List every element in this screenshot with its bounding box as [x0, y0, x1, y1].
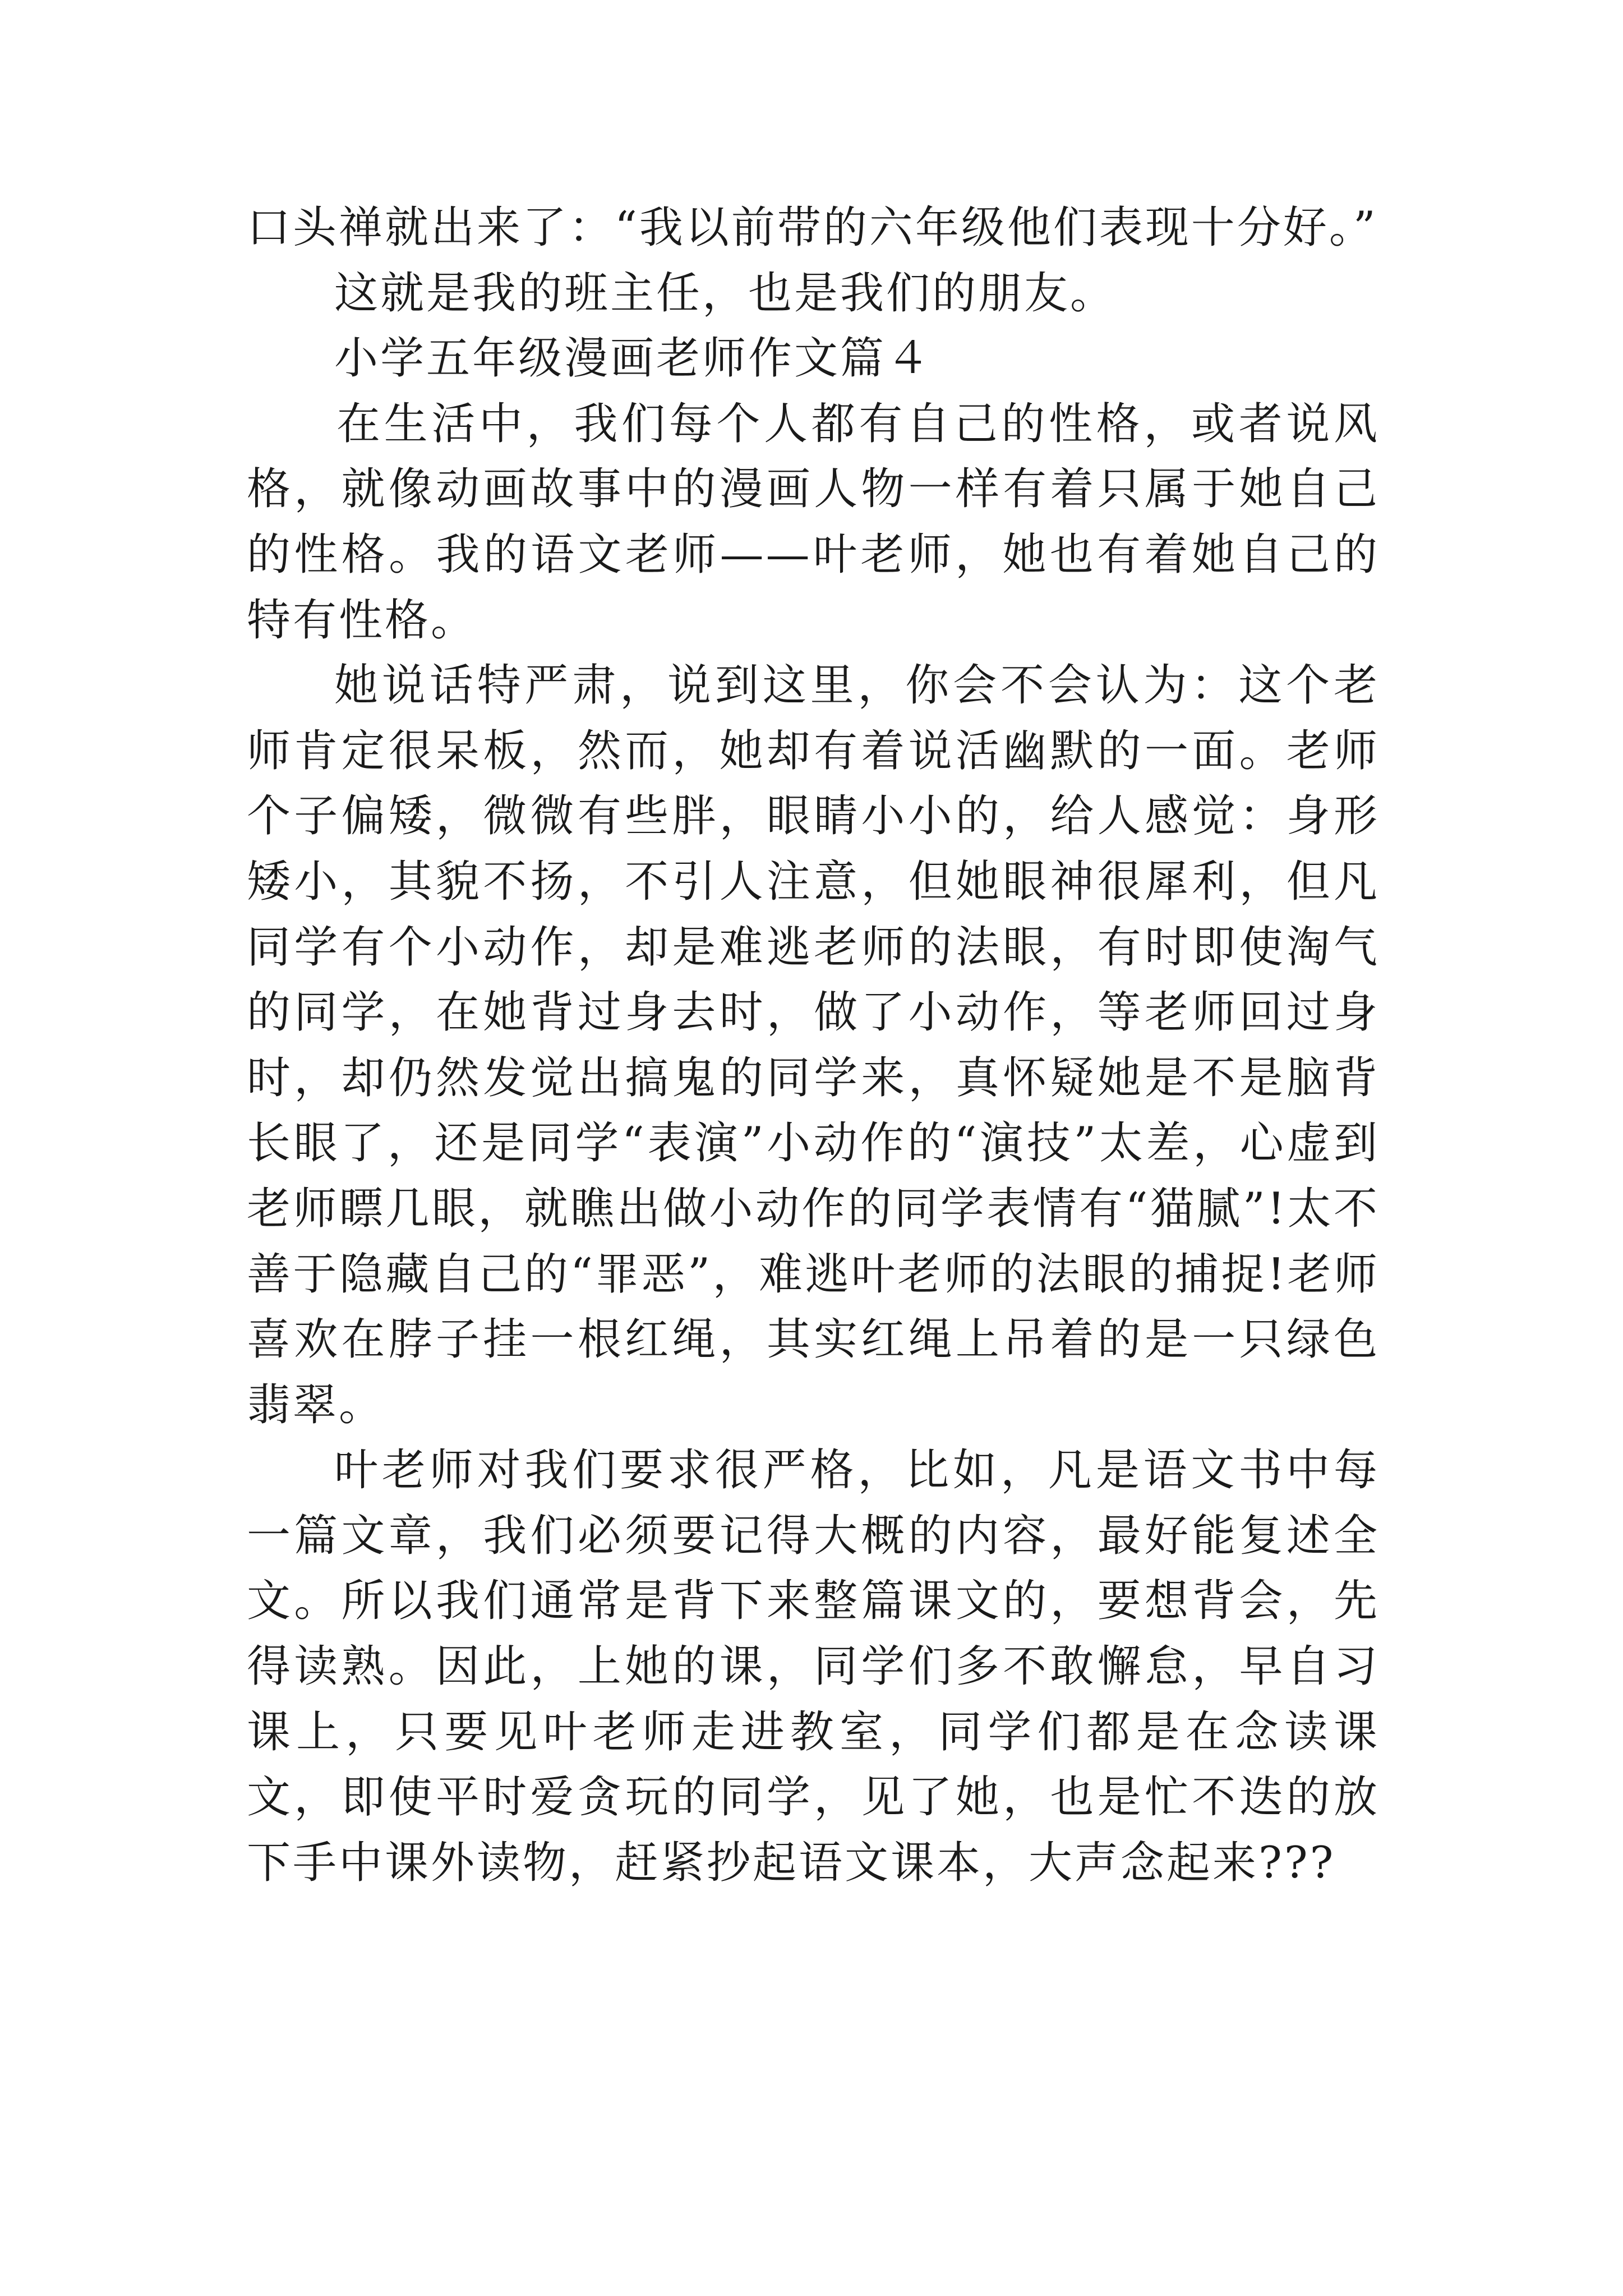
paragraph-description: 她说话特严肃，说到这里，你会不会认为：这个老师肯定很呆板，然而，她却有着说活幽默的一面。老师个子偏矮，微微有些胖，眼睛小小的，给人感觉：身形矮小，其貌不扬，不引人注意，但她眼神很犀利，但凡同学有个小动作，却是难逃老师的法眼，有时即使淘气的同学，在她背过身去时，做了小动作，等老师回过身时，却仍然发觉出搞鬼的同学来，真怀疑她是不是脑背长眼了，还是同学“表演”小动作的“演技”太差，心虚到老师瞟几眼，就瞧出做小动作的同学表情有“猫腻”!太不善于隐藏自己的“罪恶”，难逃叶老师的法眼的捕捉!老师喜欢在脖子挂一根红绳，其实红绳上吊着的是一只绿色翡翠。: [247, 660, 1380, 1430]
paragraph-intro: 在生活中，我们每个人都有自己的性格，或者说风格，就像动画故事中的漫画人物一样有着只属于她自己的性格。我的语文老师——叶老师，她也有着她自己的特有性格。: [247, 398, 1380, 646]
section-heading: 小学五年级漫画老师作文篇４: [334, 333, 933, 384]
paragraph-class-teacher: 这就是我的班主任，也是我们的朋友。: [334, 268, 1117, 319]
paragraph-strictness: 叶老师对我们要求很严格，比如，凡是语文书中每一篇文章，我们必须要记得大概的内容，最好能复述全文。所以我们通常是背下来整篇课文的，要想背会，先得读熟。因此，上她的课，同学们多不敢懈怠，早自习课上，只要见叶老师走进教室，同学们都是在念读课文，即使平时爱贪玩的同学，见了她，也是忙不迭的放下手中课外读物，赶紧抄起语文课本，大声念起来???: [247, 1445, 1380, 1888]
document-body: [247, 195, 1380, 1895]
paragraph-continuation: 口头禅就出来了：“我以前带的六年级他们表现十分好。”: [247, 203, 1378, 253]
